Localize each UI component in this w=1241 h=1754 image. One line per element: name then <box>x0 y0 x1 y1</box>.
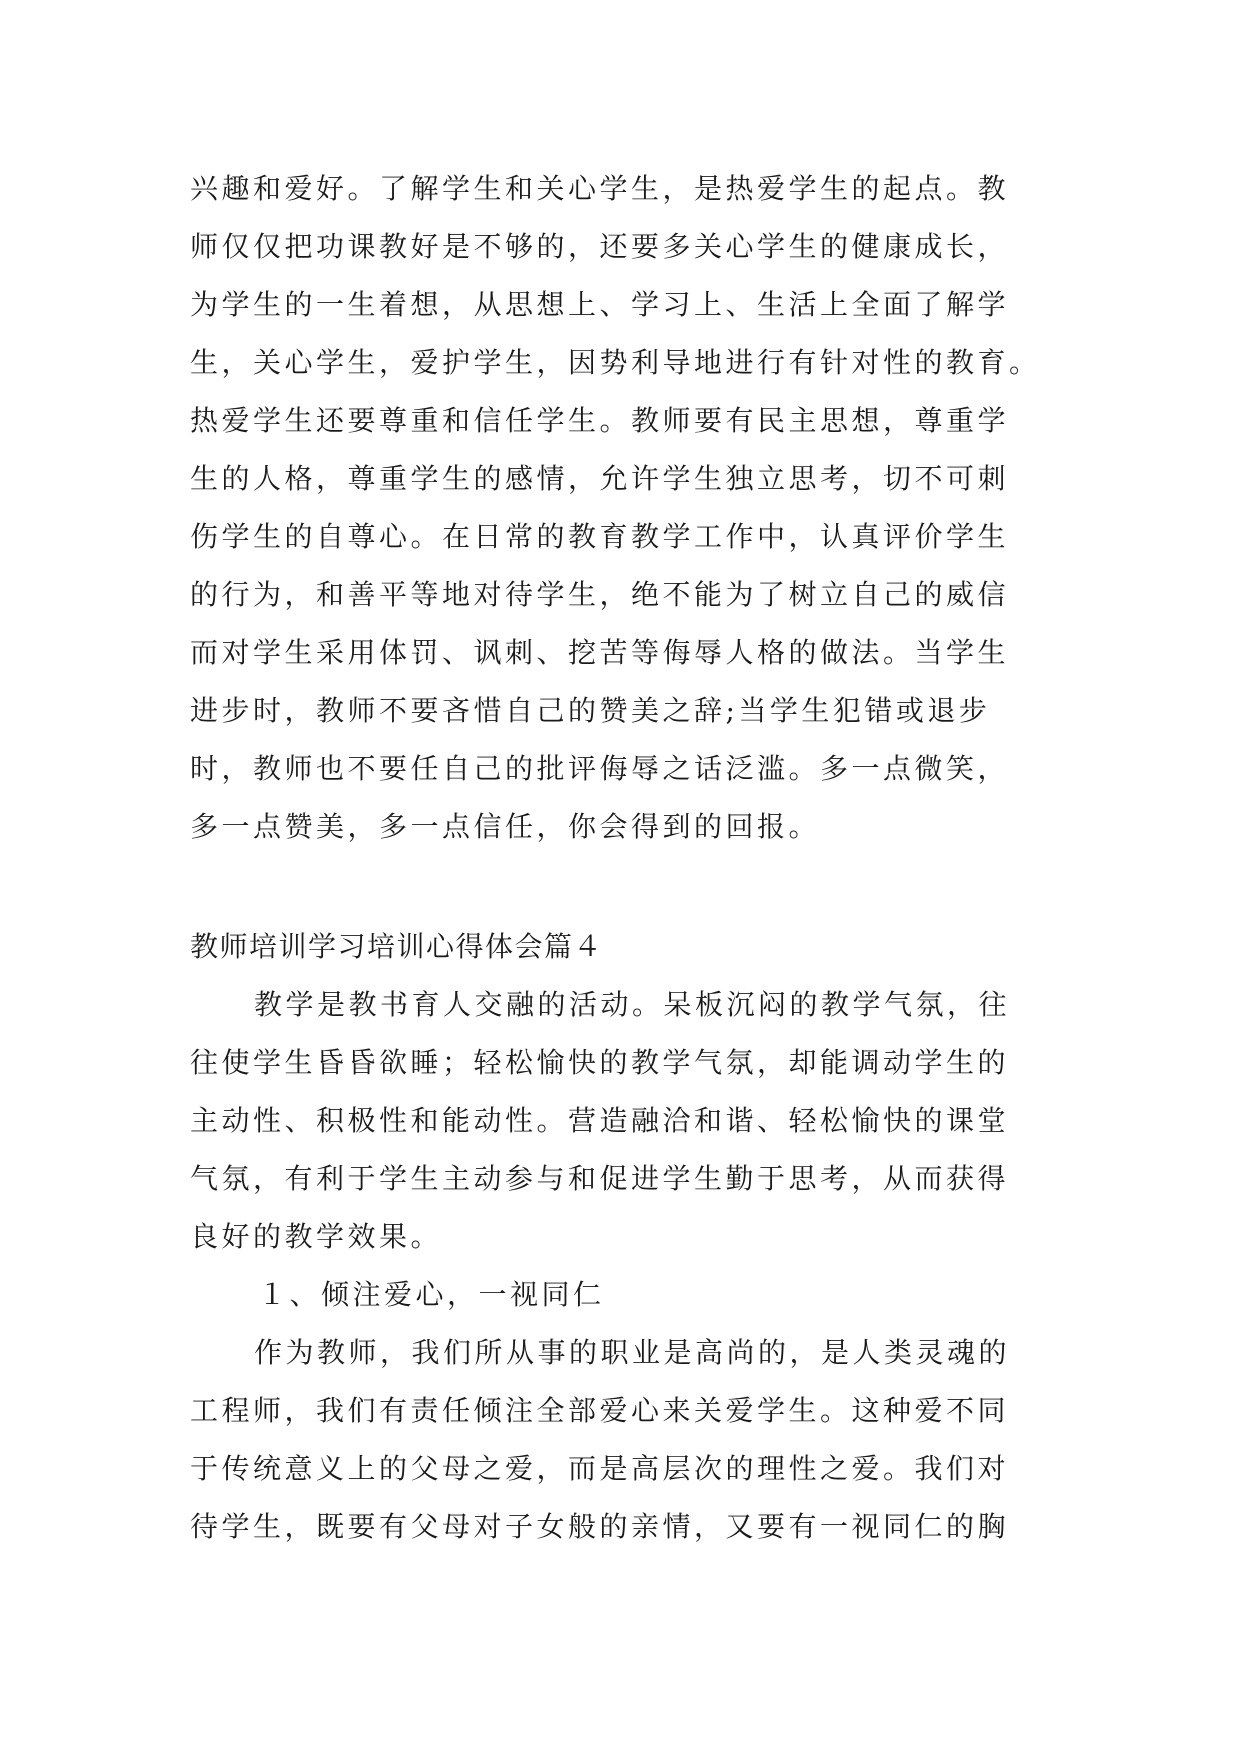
text-line: 于传统意义上的父母之爱，而是高层次的理性之爱。我们对 <box>190 1452 1010 1485</box>
text-line: 为学生的一生着想，从思想上、学习上、生活上全面了解学 <box>190 288 1010 321</box>
document-page <box>190 160 1055 1556</box>
paragraph-gap <box>190 856 1055 918</box>
text-line: 的行为，和善平等地对待学生，绝不能为了树立自己的威信 <box>190 578 1010 611</box>
paragraph-love <box>190 1324 1055 1556</box>
text-line: 师仅仅把功课教好是不够的，还要多关心学生的健康成长， <box>190 230 1010 263</box>
text-line: 教学是教书育人交融的活动。呆板沉闷的教学气氛，往 <box>254 988 1011 1021</box>
text-line: 气氛，有利于学生主动参与和促进学生勤于思考，从而获得 <box>190 1162 1010 1195</box>
text-line: 进步时，教师不要吝惜自己的赞美之辞;当学生犯错或退步 <box>190 694 991 727</box>
paragraph-continued <box>190 160 1055 856</box>
section-title: 教师培训学习培训心得体会篇４ <box>190 930 604 963</box>
text-line: 工程师，我们有责任倾注全部爱心来关爱学生。这种爱不同 <box>190 1394 1010 1427</box>
subheading: １、倾注爱心，一视同仁 <box>258 1278 605 1311</box>
text-line: 主动性、积极性和能动性。营造融洽和谐、轻松愉快的课堂 <box>190 1104 1010 1137</box>
text-line: 伤学生的自尊心。在日常的教育教学工作中，认真评价学生 <box>190 520 1010 553</box>
paragraph-intro <box>190 976 1055 1266</box>
text-line: 时，教师也不要任自己的批评侮辱之话泛滥。多一点微笑， <box>190 752 1010 785</box>
text-line: 待学生，既要有父母对子女般的亲情，又要有一视同仁的胸 <box>190 1510 1010 1543</box>
text-line: 而对学生采用体罚、讽刺、挖苦等侮辱人格的做法。当学生 <box>190 636 1010 669</box>
text-line: 兴趣和爱好。了解学生和关心学生，是热爱学生的起点。教 <box>190 172 1010 205</box>
text-line: 作为教师，我们所从事的职业是高尚的，是人类灵魂的 <box>254 1336 1011 1369</box>
text-line: 热爱学生还要尊重和信任学生。教师要有民主思想，尊重学 <box>190 404 1010 437</box>
text-line: 生，关心学生，爱护学生，因势利导地进行有针对性的教育。 <box>190 346 1041 379</box>
text-line: 生的人格，尊重学生的感情，允许学生独立思考，切不可刺 <box>190 462 1010 495</box>
text-line: 多一点赞美，多一点信任，你会得到的回报。 <box>190 810 821 843</box>
text-line: 往使学生昏昏欲睡；轻松愉快的教学气氛，却能调动学生的 <box>190 1046 1010 1079</box>
text-line: 良好的教学效果。 <box>190 1220 443 1253</box>
